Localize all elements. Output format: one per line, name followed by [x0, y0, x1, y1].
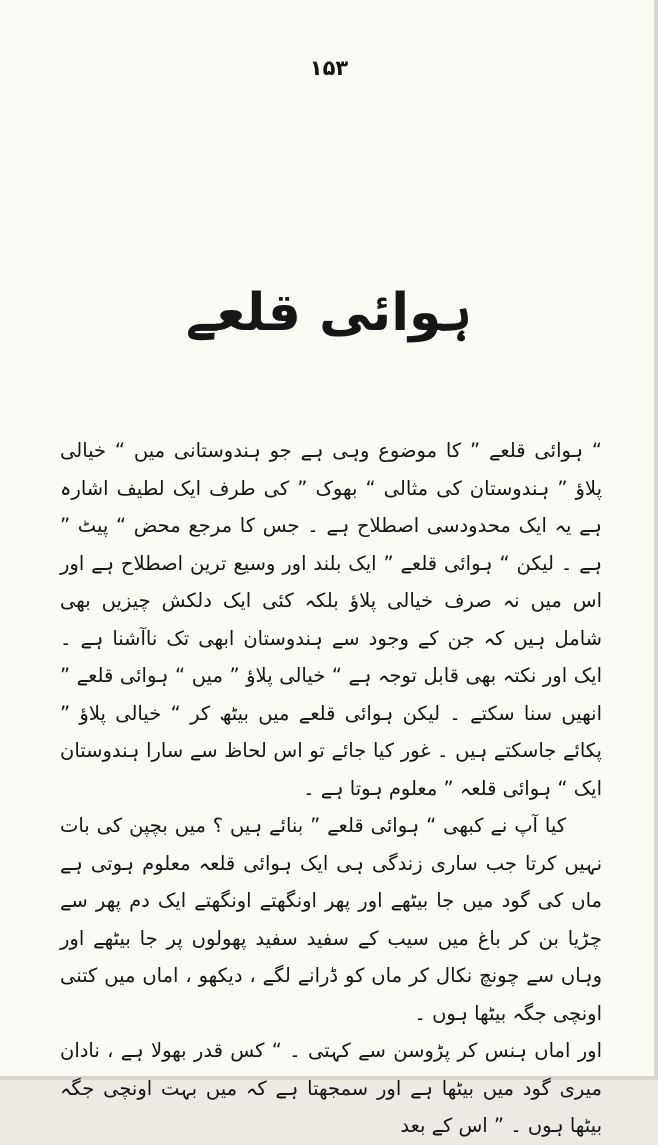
body-text: [60, 432, 602, 1145]
page-number: ۱۵۳: [309, 56, 349, 80]
paragraph: “ ہوائی قلعے ” کا موضوع وہی ہے جو ہندوستانی میں “ خیالی پلاؤ ” ہندوستان کی مثالی “ بھوک ” کی طرف ایک لطیف اشارہ ہے یہ ایک محدودسی اصطلاح ہے ۔ جس کا مرجع محض “ پیٹ ” ہے ۔ لیکن “ ہوائی قلعے ” ایک بلند اور وسیع ترین اصطلاح ہے اور اس میں نہ صرف خیالی پلاؤ بلکہ کئی ایک دلکش چیزیں بھی شامل ہیں کہ جن کے وجود سے ہندوستان ابھی تک ناآشنا ہے ۔ ایک اور نکتہ بھی قابل توجہ ہے “ خیالی پلاؤ ” میں “ ہوائی قلعے ” انھیں سنا سکتے ۔ لیکن ہوائی قلعے میں بیٹھ کر “ خیالی پلاؤ ” پکائے جاسکتے ہیں ۔ غور کیا جائے تو اس لحاظ سے سارا ہندوستان ایک “ ہوائی قلعہ ” معلوم ہوتا ہے ۔: [60, 439, 602, 800]
paragraph: اور اماں ہنس کر پڑوسن سے کہتی ۔ “ کس قدر بھولا ہے ، نادان میری گود میں بیٹھا ہے اور سمجھتا ہے کہ میں بہت اونچی جگہ بیٹھا ہوں ۔ ” اس کے بعد: [60, 1039, 602, 1137]
chapter-title: ہوائی قلعے: [185, 283, 473, 343]
paragraph: کیا آپ نے کبھی “ ہوائی قلعے ” بنائے ہیں ؟ میں بچپن کی بات نہیں کرتا جب ساری زندگی ہی ایک ہوائی قلعہ معلوم ہوتی ہے ماں کی گود میں جا بیٹھے اور پھر اونگھتے اونگھتے ایک دم پھر سے چڑیا بن کر باغ میں سیب کے سفید سفید پھولوں پر جا بیٹھے اور وہاں سے چونچ نکال کر ماں کو ڈرانے لگے ، دیکھو ، اماں میں کتنی اونچی جگہ بیٹھا ہوں ۔: [60, 814, 602, 1025]
